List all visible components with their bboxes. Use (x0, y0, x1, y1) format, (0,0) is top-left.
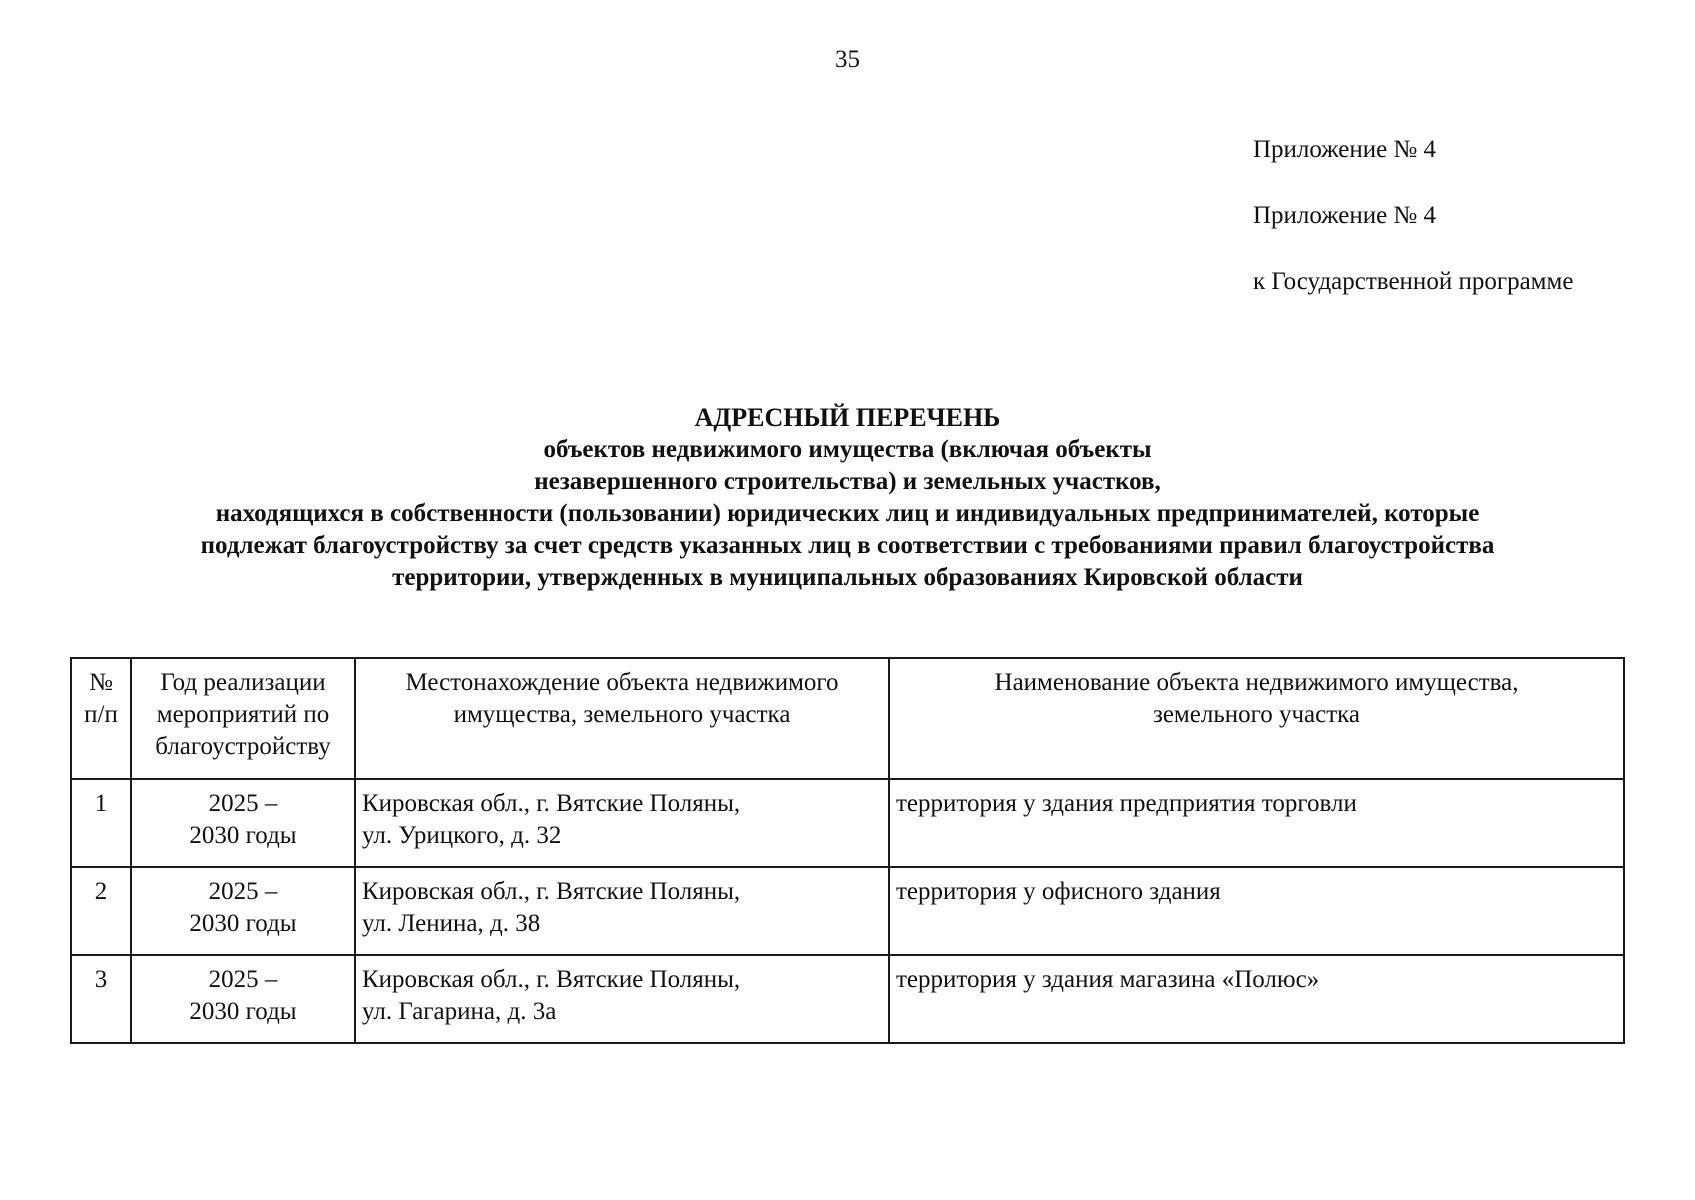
row-year: 2025 – 2030 годы (131, 779, 355, 867)
row-year: 2025 – 2030 годы (131, 867, 355, 955)
header-number: № п/п (71, 658, 131, 779)
header-year: Год реализации мероприятий по благоустройству (131, 658, 355, 779)
table-row (71, 867, 1624, 955)
title-line: находящихся в собственности (пользовании) юридических лиц и индивидуальных предпринимателей, которые (215, 500, 1480, 527)
row-number: 1 (71, 779, 131, 867)
document-title (0, 402, 1695, 594)
row-object-name: территория у здания магазина «Полюс» (889, 955, 1624, 1043)
row-object-name: территория у офисного здания (889, 867, 1624, 955)
address-list-table (70, 657, 1625, 1044)
title-line: объектов недвижимого имущества (включая объекты (543, 436, 1152, 463)
row-location: Кировская обл., г. Вятские Поляны, ул. Урицкого, д. 32 (355, 779, 889, 867)
row-number: 3 (71, 955, 131, 1043)
table-row (71, 955, 1624, 1043)
page-number: 35 (835, 46, 860, 73)
table-row (71, 779, 1624, 867)
title-line: территории, утвержденных в муниципальных образованиях Кировской области (392, 564, 1303, 591)
table-header-row (71, 658, 1624, 779)
appendix-label-repeat: Приложение № 4 (1253, 202, 1437, 229)
title-heading: АДРЕСНЫЙ ПЕРЕЧЕНЬ (694, 403, 1001, 432)
row-location: Кировская обл., г. Вятские Поляны, ул. Гагарина, д. 3а (355, 955, 889, 1043)
row-object-name: территория у здания предприятия торговли (889, 779, 1624, 867)
header-object-name: Наименование объекта недвижимого имущества, земельного участка (889, 658, 1624, 779)
header-location: Местонахождение объекта недвижимого имущества, земельного участка (355, 658, 889, 779)
row-year: 2025 – 2030 годы (131, 955, 355, 1043)
appendix-program-reference: к Государственной программе (1253, 268, 1574, 295)
title-line: незавершенного строительства) и земельных участков, (534, 468, 1161, 495)
appendix-label: Приложение № 4 (1253, 136, 1437, 163)
row-number: 2 (71, 867, 131, 955)
row-location: Кировская обл., г. Вятские Поляны, ул. Ленина, д. 38 (355, 867, 889, 955)
title-line: подлежат благоустройству за счет средств указанных лиц в соответствии с требованиями правил благоустройства (200, 532, 1495, 559)
